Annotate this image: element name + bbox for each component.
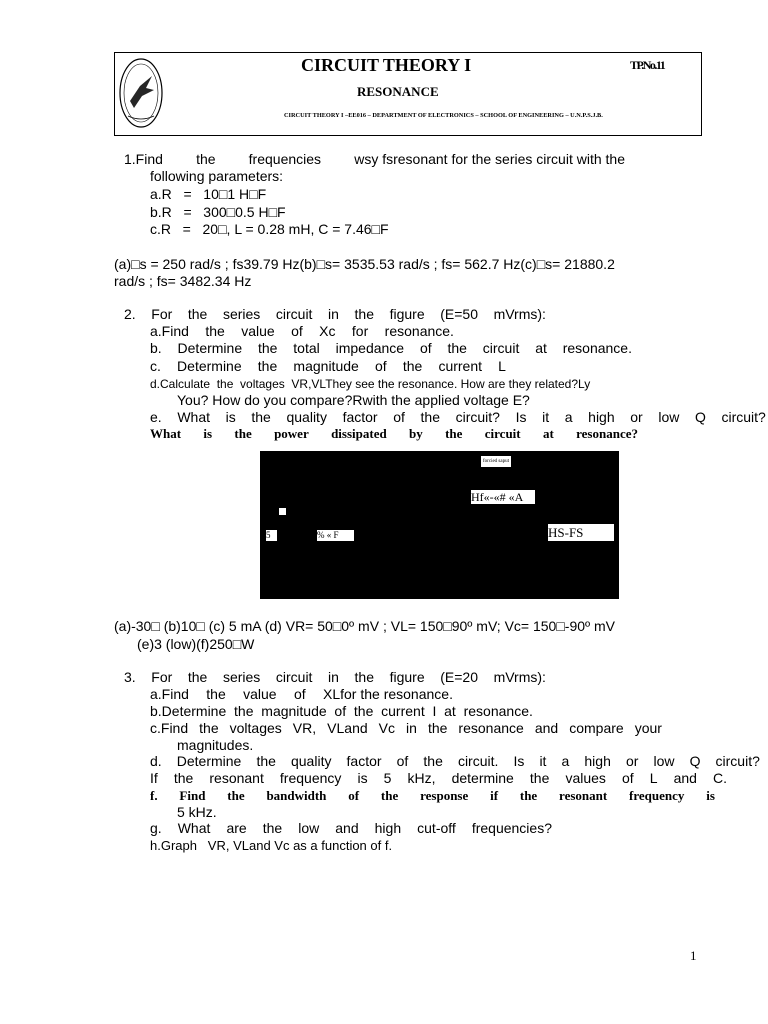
p2-answer-line2: (e)3 (low)(f)250□W <box>137 636 255 652</box>
department-line: CIRCUIT THEORY I –EE016 – DEPARTMENT OF ELECTRONICS – SCHOOL OF ENGINEERING – U.N.P.S.J.B. <box>284 112 603 119</box>
figure-label-right: HS-FS <box>548 524 614 541</box>
p2-line1: 2. For the series circuit in the figure (E=50 mVrms): <box>124 306 546 322</box>
p2-answer-line1: (a)-30□ (b)10□ (c) 5 mA (d) VR= 50□0º mV ; VL= 150□90º mV; Vc= 150□-90º mV <box>114 618 616 634</box>
p3-item-h: h.Graph VR, VLand Vc as a function of f. <box>150 838 393 853</box>
subtitle: RESONANCE <box>357 84 439 99</box>
p3-item-g: g. What are the low and high cut-off frequencies? <box>150 820 552 836</box>
p3-item-c-line1: c.Find the voltages VR, VLand Vc in the resonance and compare your <box>150 720 662 736</box>
figure-label-mid: Hf«-«# «A <box>471 490 535 504</box>
p3-item-f-line1: f. Find the bandwidth of the response if the resonant frequency is <box>150 788 715 803</box>
p2-item-b: b. Determine the total impedance of the circuit at resonance. <box>150 340 632 356</box>
page-number: 1 <box>690 948 697 963</box>
p1-item-b: b.R = 300□0.5 H□F <box>150 204 286 220</box>
figure-node-dot <box>279 508 286 515</box>
page-title: CIRCUIT THEORY I <box>301 55 472 75</box>
p1-line2: following parameters: <box>150 168 284 184</box>
circuit-figure <box>260 451 619 599</box>
p3-item-b: b.Determine the magnitude of the current I at resonance. <box>150 703 533 719</box>
figure-label-center: % « F <box>317 530 354 541</box>
p1-item-c: c.R = 20□, L = 0.28 mH, C = 7.46□F <box>150 221 389 237</box>
university-seal-logo <box>118 56 164 130</box>
p2-item-a: a.Find the value of Xc for resonance. <box>150 323 454 339</box>
p3-item-d-line2: If the resonant frequency is 5 kHz, determine the values of L and C. <box>150 770 727 786</box>
p3-line1: 3. For the series circuit in the figure (E=20 mVrms): <box>124 669 546 685</box>
p1-answer-line2: rad/s ; fs= 3482.34 Hz <box>114 273 252 289</box>
figure-label-left: 5 <box>266 530 277 541</box>
p3-item-d: d. Determine the quality factor of the circuit. Is it a high or low Q circuit? <box>150 753 760 769</box>
p3-item-c-line2: magnitudes. <box>177 737 254 753</box>
p2-item-f: What is the power dissipated by the circuit at resonance? <box>150 426 638 441</box>
p3-item-a: a.Find the value of XLfor the resonance. <box>150 686 453 702</box>
p1-answer-line1: (a)□s = 250 rad/s ; fs39.79 Hz(b)□s= 3535.53 rad/s ; fs= 562.7 Hz(c)□s= 21880.2 <box>114 256 615 272</box>
p2-item-d-line1: d.Calculate the voltages VR,VLThey see the resonance. How are they related?Ly <box>150 377 591 391</box>
tp-number: TP.No.11 <box>630 58 665 72</box>
p2-item-e: e. What is the quality factor of the circuit? Is it a high or low Q circuit? <box>150 409 766 425</box>
p3-item-f-line2: 5 kHz. <box>177 804 217 820</box>
p1-line1: 1.Find the frequencies wsy fsresonant for the series circuit with the <box>124 151 625 167</box>
p2-item-d-line2: You? How do you compare?Rwith the applied voltage E? <box>177 392 530 408</box>
p1-item-a: a.R = 10□1 H□F <box>150 186 267 202</box>
p2-item-c: c. Determine the magnitude of the current L <box>150 358 506 374</box>
figure-label-top: forcied saput <box>481 456 511 467</box>
